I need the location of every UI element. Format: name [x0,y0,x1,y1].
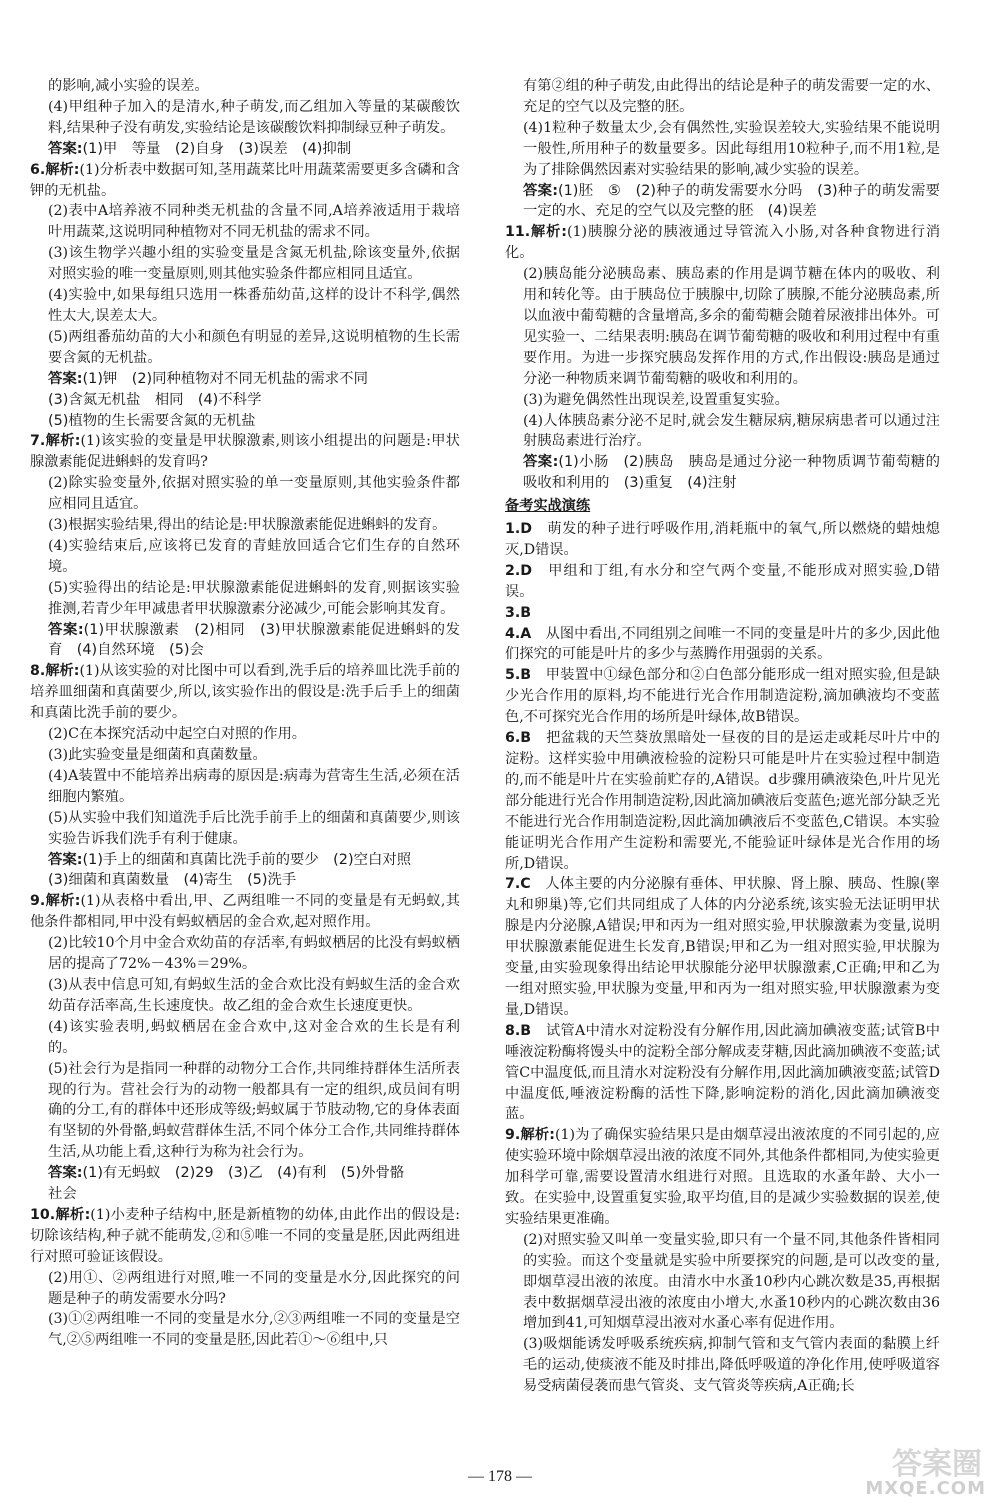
paragraph [30,473,460,515]
answer-line [505,452,940,494]
answer-text: (1)钾 (2)同种植物对不同无机盐的需求不同 [82,370,368,387]
answer-text: (1)手上的细菌和真菌比洗手前的要少 (2)空白对照 [82,851,412,868]
question-number: 2. [505,562,521,579]
paragraph-text: (4)A装置中不能培养出病毒的原因是:病毒为营寄生生活,必须在活细胞内繁殖。 [48,767,460,805]
choice-item [505,624,940,666]
paragraph [505,411,940,453]
watermark-logo: 答案圈 [892,1447,982,1482]
question-analysis [30,891,460,933]
paragraph [30,515,460,536]
choice-item [505,665,940,728]
choice-item [505,1021,940,1126]
paragraph [30,1017,460,1059]
answer-key: B [520,604,532,621]
answer-text: (1)胚 ⑤ (2)种子的萌发需要水分吗 (3)种子的萌发需要一定的水、充足的空气以及完整的胚 (4)误差 [523,182,940,220]
paragraph [30,1059,460,1164]
paragraph [30,327,460,369]
watermark-url: MXQE.COM [865,1478,986,1499]
analysis-label: 解析: [45,663,80,680]
answer-key: D [520,562,533,579]
question-number: 5. [505,667,521,684]
paragraph-text: (2)比较10个月中金合欢幼苗的存活率,有蚂蚁栖居的比没有蚂蚁栖居的提高了72%－43%＝29%。 [48,935,460,973]
question-analysis [505,1125,940,1230]
analysis-label: 解析: [530,224,567,241]
paragraph-text: (2)C在本探究活动中起空白对照的作用。 [48,726,306,743]
paragraph-text: (1)胰腺分泌的胰液通过导管流入小肠,对各种食物进行消化。 [505,224,941,262]
paragraph-text: (1)分析表中数据可知,茎用蔬菜比叶用蔬菜需要更多含磷和含钾的无机盐。 [30,161,460,199]
paragraph-text: (4)实验结束后,应该将已发育的青蛙放回适合它们生存的自然环境。 [48,537,460,575]
question-number: 8. [30,663,46,680]
choice-explanation: 把盆栽的天竺葵放黑暗处一昼夜的目的是运走或耗尽叶片中的淀粉。这样实验中用碘液检验的淀粉只可能是叶片在实验过程中制造的,而不能是叶片在实验前贮存的,A错误。d步骤用碘液染色,叶片见光部分能进行光合作用制造淀粉,因此滴加碘液后变蓝色;遮光部分缺乏光不能进行光合作用制造淀粉,因此滴加碘液后不变蓝色,C错误。本实验能证明光合作用产生淀粉和需要光,不能验证叶绿体是光合作用的场所,D错误。 [505,730,940,872]
right-column [505,76,940,1397]
choice-item [505,561,940,603]
paragraph [30,745,460,766]
choice-explanation: 人体主要的内分泌腺有垂体、甲状腺、肾上腺、胰岛、性腺(睾丸和卵巢)等,它们共同组成了人体的内分泌系统,该实验无法证明甲状腺是内分泌腺,A错误;甲和丙为一组对照实验,甲状腺激素为变量,说明甲状腺激素能促进生长发育,B错误;甲和乙为一组对照实验,甲状腺为变量,由实验现象得出结论甲状腺能分泌甲状腺激素,C正确;甲和乙为一组对照实验,甲状腺为变量,甲和丙为一组对照实验,甲状腺激素为变量,D错误。 [505,876,940,1018]
question-analysis [30,160,460,202]
analysis-label: 解析: [45,161,80,178]
paragraph-text: (1)为了确保实验结果只是由烟草浸出液浓度的不同引起的,应使实验环境中除烟草浸出液的浓度不同外,其他条件都相同,为使实验更加科学可靠,需要设置清水组进行对照。且选取的水蚤年龄、大小一致。在实验中,设置重复实验,取平均值,目的是减少实验数据的误差,使实验结果更准确。 [505,1127,940,1227]
question-number: 1. [505,521,521,538]
paragraph-text: (2)除实验变量外,依据对照实验的单一变量原则,其他实验条件都应相同且适宜。 [48,475,460,513]
paragraph [30,724,460,745]
question-number: 6. [30,161,46,178]
analysis-label: 解析: [45,433,81,450]
analysis-label: 解析: [520,1127,555,1144]
paragraph-text: (4)该实验表明,蚂蚁栖居在金合欢中,这对金合欢的生长是有利的。 [48,1018,460,1056]
paragraph [505,390,940,411]
choice-item [505,603,940,624]
paragraph-text: (3)此实验变量是细菌和真菌数量。 [48,747,267,763]
paragraph [505,1334,940,1397]
paragraph-text: (1)从表格中看出,甲、乙两组唯一不同的变量是有无蚂蚁,其他条件都相同,甲中没有蚂蚁栖居的金合欢,起对照作用。 [30,893,460,931]
answer-key: D [520,521,533,538]
paragraph-text: (3)①②两组唯一不同的变量是水分,②③两组唯一不同的变量是空气,②⑤两组唯一不同的变量是胚,因此若①～⑥组中,只 [48,1311,460,1349]
choice-item [505,728,940,874]
question-number: 6. [505,730,521,747]
paragraph-text: (3)吸烟能诱发呼吸系统疾病,抑制气管和支气管内表面的黏膜上纤毛的运动,使痰液不能及时排出,降低呼吸道的净化作用,使呼吸道容易受病菌侵袭而患气管炎、支气管炎等疾病,A正确;长 [523,1336,940,1395]
answer-key: B [520,1022,532,1039]
left-column [30,76,460,1351]
question-number: 11. [505,224,531,241]
answer-label: 答案: [523,454,559,471]
question-analysis [30,431,460,473]
answer-line [505,181,940,223]
paragraph-text: (3)为避免偶然性出现误差,设置重复实验。 [523,391,789,408]
question-number: 3. [505,604,521,621]
choice-explanation: 从图中看出,不同组别之间唯一不同的变量是叶片的多少,因此他们探究的可能是叶片的多少与蒸腾作用强弱的关系。 [505,625,940,663]
paragraph-text: (5)两组番茄幼苗的大小和颜色有明显的差异,这说明植物的生长需要含氮的无机盐。 [48,328,460,366]
answer-text: (5)植物的生长需要含氮的无机盐 [48,412,256,429]
paragraph-text: (5)社会行为是指同一种群的动物分工合作,共同维持群体生活所表现的行为。营社会行为的动物一般都具有一定的组织,成员间有明确的分工,有的群体中还形成等级;蚂蚁属于节肢动物,它的身体表面有坚韧的外骨骼,蚂蚁营群体生活,不同个体分工合作,共同维持群体生活,从功能上看,这种行为称为社会行为。 [48,1060,460,1161]
answer-label: 答案: [48,851,83,868]
answer-line [30,369,460,390]
answer-label: 答案: [48,370,83,387]
answer-label: 答案: [48,1165,83,1182]
choice-explanation: 试管A中清水对淀粉没有分解作用,因此滴加碘液变蓝;试管B中唾液淀粉酶将馒头中的淀粉全部分解成麦芽糖,因此滴加碘液不变蓝;试管C中温度低,而且清水对淀粉没有分解作用,因此滴加碘液变蓝;试管D中温度低,唾液淀粉酶的活性下降,影响淀粉的消化,因此滴加碘液变蓝。 [505,1022,940,1123]
paragraph-text: (5)从实验中我们知道洗手后比洗手前手上的细菌和真菌要少,则该实验告诉我们洗手有利于健康。 [48,809,460,847]
answer-text: (1)有无蚂蚁 (2)29 (3)乙 (4)有利 (5)外骨骼 [82,1165,405,1182]
paragraph-text: (2)胰岛能分泌胰岛素、胰岛素的作用是调节糖在体内的吸收、利用和转化等。由于胰岛位于胰腺中,切除了胰腺,不能分泌胰岛素,所以血液中葡萄糖的含量增高,多余的葡萄糖会随着尿液排出体外。可见实验一、二结果表明:胰岛在调节葡萄糖的吸收和利用过程中有重要作用。为进一步探究胰岛发挥作用的方式,作出假设:胰岛是通过分泌一种物质来调节葡萄糖的吸收和利用的。 [523,266,940,387]
paragraph [30,536,460,578]
paragraph-text: (2)表中A培养液不同种类无机盐的含量不同,A培养液适用于栽培叶用蔬菜,这说明同种植物对不同无机盐的需求不同。 [48,203,460,241]
paragraph-text: (3)根据实验结果,得出的结论是:甲状腺激素能促进蝌蚪的发育。 [48,517,447,534]
paragraph [30,766,460,808]
answer-key: C [520,876,531,893]
choice-item [505,519,940,561]
paragraph-text: (4)实验中,如果每组只选用一株番茄幼苗,这样的设计不科学,偶然性太大,误差太大。 [48,287,460,324]
question-number: 9. [505,1127,521,1144]
analysis-label: 解析: [55,1206,91,1223]
answer-key: B [520,730,532,747]
paragraph [30,201,460,243]
paragraph-text: (1)小麦种子结构中,胚是新植物的幼体,由此作出的假设是:切除该结构,种子就不能萌发,②和⑤唯一不同的变量是胚,因此两组进行对照可验证该假设。 [30,1206,460,1265]
paragraph [30,975,460,1017]
paragraph-text: (1)该实验的变量是甲状腺激素,则该小组提出的问题是:甲状腺激素能促进蝌蚪的发育吗? [30,433,460,471]
question-number: 7. [505,876,521,893]
question-number: 7. [30,433,46,450]
question-number: 8. [505,1022,521,1039]
answer-text: (1)甲 等量 (2)自身 (3)误差 (4)抑制 [82,140,352,157]
paragraph-text: (2)用①、②两组进行对照,唯一不同的变量是水分,因此探究的问题是种子的萌发需要水分吗? [48,1269,460,1307]
paragraph: (4)1粒种子数量太少,会有偶然性,实验误差较大,实验结果不能说明一般性,所用种子的数量要多。因此每组用10粒种子,而不用1粒,是为了排除偶然因素对实验结果的影响,减少实验的误差。 [523,119,940,178]
question-number: 4. [505,625,521,642]
answer-line [30,139,460,160]
paragraph [30,578,460,620]
page-number: — 178 — [468,1468,532,1485]
answer-line [30,390,460,411]
section-title: 备考实战演练 [505,498,591,515]
answer-line [30,850,460,871]
paragraph [30,1268,460,1310]
answer-text: (3)含氮无机盐 相同 (4)不科学 [48,391,262,408]
paragraph [30,933,460,975]
answer-label: 答案: [523,182,559,199]
question-analysis [30,1205,460,1268]
answer-line [30,870,460,891]
answer-line [30,1163,460,1184]
paragraph [30,243,460,285]
answer-label: 答案: [48,140,83,157]
answer-key: A [520,625,532,642]
paragraph-text: (2)对照实验又叫单一变量实验,即只有一个量不同,其他条件皆相同的实验。而这个变量就是实验中所要探究的问题,是可以改变的量,即烟草浸出液的浓度。由清水中水蚤10秒内心跳次数是35,再根据表中数据烟草浸出液的浓度由小增大,水蚤10秒内的心跳次数由36增加到41,可知烟草浸出液对水蚤心率有促进作用。 [523,1231,940,1332]
paragraph-text: (5)实验得出的结论是:甲状腺激素能促进蝌蚪的发育,则据该实验推测,若青少年甲减患者甲状腺激素分泌减少,可能会影响其发育。 [48,579,460,617]
choice-item [505,874,940,1020]
paragraph: (4)甲组种子加入的是清水,种子萌发,而乙组加入等量的某碳酸饮料,结果种子没有萌发,实验结论是该碳酸饮料抑制绿豆种子萌发。 [48,98,460,136]
question-number: 10. [30,1206,56,1223]
choice-explanation: 甲组和丁组,有水分和空气两个变量,不能形成对照实验,D错误。 [505,562,940,600]
paragraph: 的影响,减小实验的误差。 [48,78,209,94]
paragraph [30,285,460,327]
watermark [836,1439,986,1499]
paragraph-text: (4)人体胰岛素分泌不足时,就会发生糖尿病,糖尿病患者可以通过注射胰岛素进行治疗。 [523,412,940,450]
paragraph-text: (3)从表中信息可知,有蚂蚁生活的金合欢比没有蚂蚁生活的金合欢幼苗存活率高,生长速度快。故乙组的金合欢生长速度更快。 [48,976,460,1014]
answer-text: 社会 [48,1186,77,1203]
question-analysis [505,222,940,264]
answer-line [30,411,460,432]
paragraph [505,264,940,389]
analysis-label: 解析: [45,893,81,910]
answer-text: (3)细菌和真菌数量 (4)寄生 (5)洗手 [48,872,297,889]
paragraph [30,1309,460,1351]
answer-text: (1)甲状腺激素 (2)相同 (3)甲状腺激素能促进蝌蚪的发育 (4)自然环境 (5)会 [48,621,460,659]
paragraph-text: (1)从该实验的对比图中可以看到,洗手后的培养皿比洗手前的培养皿细菌和真菌要少,所以,该实验作出的假设是:洗手后手上的细菌和真菌比洗手前的要少。 [30,663,460,722]
paragraph-text: (3)该生物学兴趣小组的实验变量是含氮无机盐,除该变量外,依据对照实验的唯一变量原则,则其他实验条件都应相同且适宜。 [48,245,460,283]
choice-explanation: 萌发的种子进行呼吸作用,消耗瓶中的氧气,所以燃烧的蜡烛熄灭,D错误。 [505,521,940,558]
answer-text: (1)小肠 (2)胰岛 胰岛是通过分泌一种物质调节葡萄糖的吸收和利用的 (3)重复 (4)注射 [523,454,940,492]
answer-label: 答案: [48,621,84,638]
paragraph [505,1230,940,1335]
answer-line [30,1184,460,1205]
choice-explanation: 甲装置中①绿色部分和②白色部分能形成一组对照实验,但是缺少光合作用的原料,均不能进行光合作用制造淀粉,滴加碘液均不变蓝色,不可探究光合作用的场所是叶绿体,故B错误。 [505,667,940,726]
question-number: 9. [30,893,46,910]
question-analysis [30,661,460,724]
answer-line [30,620,460,662]
answer-key: B [520,667,532,684]
paragraph [30,808,460,850]
paragraph: 有第②组的种子萌发,由此得出的结论是种子的萌发需要一定的水、充足的空气以及完整的胚。 [523,78,940,115]
